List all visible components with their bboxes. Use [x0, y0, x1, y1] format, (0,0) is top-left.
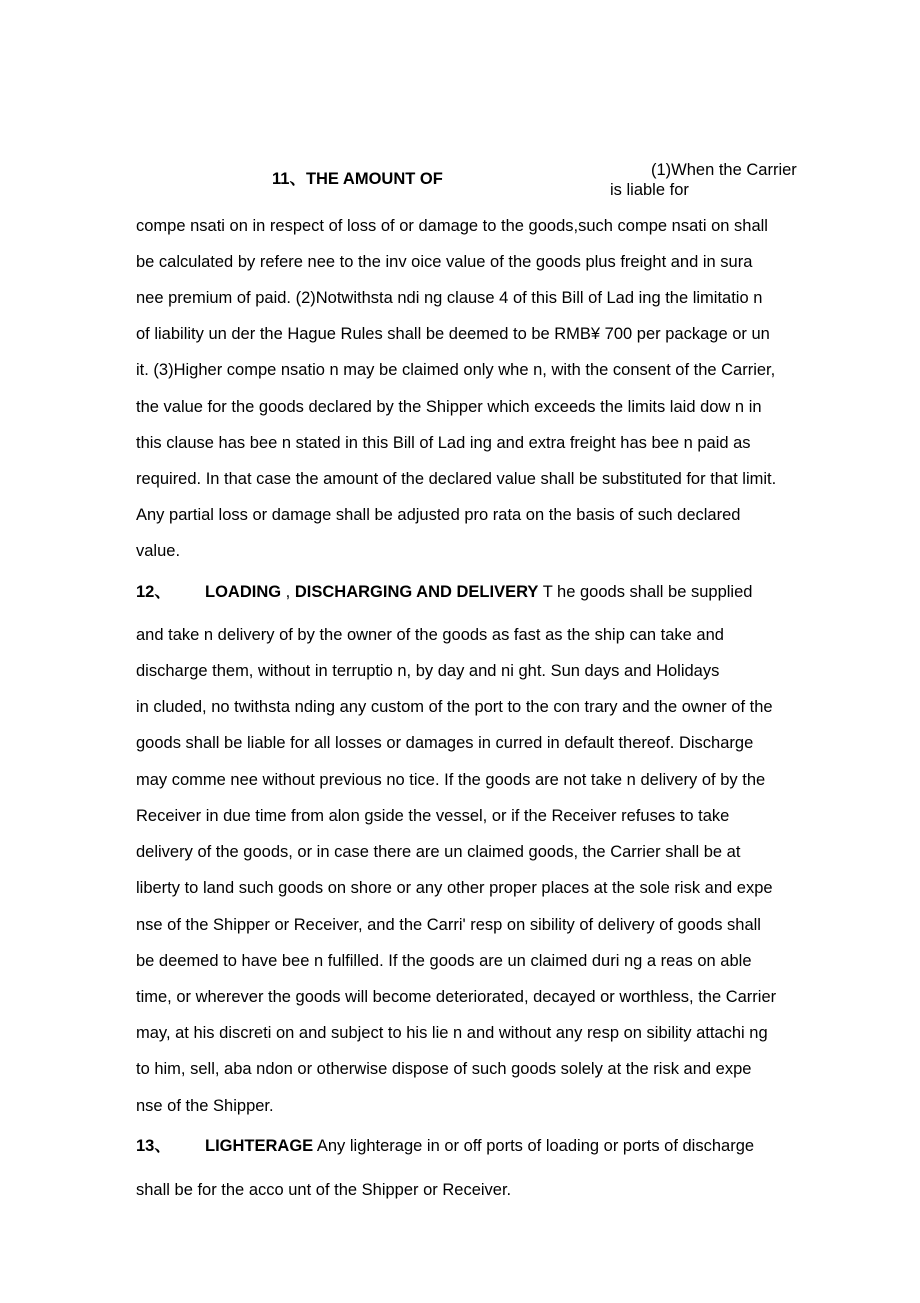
- clause-12-line: nse of the Shipper.: [136, 1097, 274, 1115]
- clause-12-line: Receiver in due time from alon gside the vessel, or if the Receiver refuses to take: [136, 807, 730, 825]
- clause-11-line: compe nsati on in respect of loss of or damage to the goods,such compe nsati on shall: [136, 217, 768, 235]
- clause-11-line: it. (3)Higher compe nsatio n may be claimed only whe n, with the consent of the Carrier,: [136, 361, 776, 379]
- clause-12-line: nse of the Shipper or Receiver, and the Carri' resp on sibility of delivery of goods shall: [136, 916, 761, 934]
- clause-12-heading: [136, 582, 752, 602]
- clause-11-heading-text-line-1: (1)When the Carrier: [651, 161, 797, 179]
- clause-11-line: this clause has bee n stated in this Bill of Lad ing and extra freight has bee n paid as: [136, 434, 751, 452]
- clause-13-title: LIGHTERAGE: [205, 1137, 314, 1155]
- clause-11-line: nee premium of paid. (2)Notwithsta ndi ng clause 4 of this Bill of Lad ing the limitatio n: [136, 289, 763, 307]
- clause-11-line: the value for the goods declared by the Shipper which exceeds the limits laid dow n in: [136, 398, 762, 416]
- clause-12-line: time, or wherever the goods will become deteriorated, decayed or worthless, the Carrier: [136, 988, 777, 1006]
- clause-11-line: Any partial loss or damage shall be adjusted pro rata on the basis of such declared: [136, 506, 741, 524]
- clause-12-line: in cluded, no twithsta nding any custom of the port to the con trary and the owner of the: [136, 698, 773, 716]
- clause-11-heading: 11、THE AMOUNT OF: [272, 170, 443, 188]
- clause-13-number: 13、: [136, 1137, 171, 1155]
- clause-11-line: be calculated by refere nee to the inv oice value of the goods plus freight and in sura: [136, 253, 753, 271]
- clause-13-first-text: Any lighterage in or off ports of loading or ports of discharge: [313, 1137, 755, 1155]
- clause-12-line: be deemed to have bee n fulfilled. If the goods are un claimed duri ng a reas on able: [136, 952, 752, 970]
- clause-12-line: may, at his discreti on and subject to his lie n and without any resp on sibility attachi ng: [136, 1024, 768, 1042]
- clause-13-line: shall be for the acco unt of the Shipper or Receiver.: [136, 1181, 512, 1199]
- clause-13-heading: [136, 1136, 754, 1156]
- clause-11-heading-text-line-2: is liable for: [610, 181, 689, 199]
- clause-12-line: delivery of the goods, or in case there are un claimed goods, the Carrier shall be at: [136, 843, 741, 861]
- clause-12-line: discharge them, without in terruptio n, by day and ni ght. Sun days and Holidays: [136, 662, 720, 680]
- clause-12-line: liberty to land such goods on shore or any other proper places at the sole risk and expe: [136, 879, 773, 897]
- clause-12-line: may comme nee without previous no tice. If the goods are not take n delivery of by the: [136, 771, 766, 789]
- clause-12-line: to him, sell, aba ndon or otherwise dispose of such goods solely at the risk and expe: [136, 1060, 752, 1078]
- clause-12-title-separator: ,: [281, 583, 295, 601]
- clause-12-first-text: T he goods shall be supplied: [538, 583, 753, 601]
- clause-12-line: goods shall be liable for all losses or damages in curred in default thereof. Discharge: [136, 734, 754, 752]
- clause-11-line: value.: [136, 542, 181, 560]
- clause-11-line: required. In that case the amount of the declared value shall be substituted for that limit.: [136, 470, 777, 488]
- clause-12-title-2: DISCHARGING AND DELIVERY: [294, 583, 539, 601]
- clause-12-title: LOADING: [205, 583, 282, 601]
- clause-11-line: of liability un der the Hague Rules shall be deemed to be RMB¥ 700 per package or un: [136, 325, 770, 343]
- clause-12-number: 12、: [136, 583, 171, 601]
- clause-12-line: and take n delivery of by the owner of the goods as fast as the ship can take and: [136, 626, 724, 644]
